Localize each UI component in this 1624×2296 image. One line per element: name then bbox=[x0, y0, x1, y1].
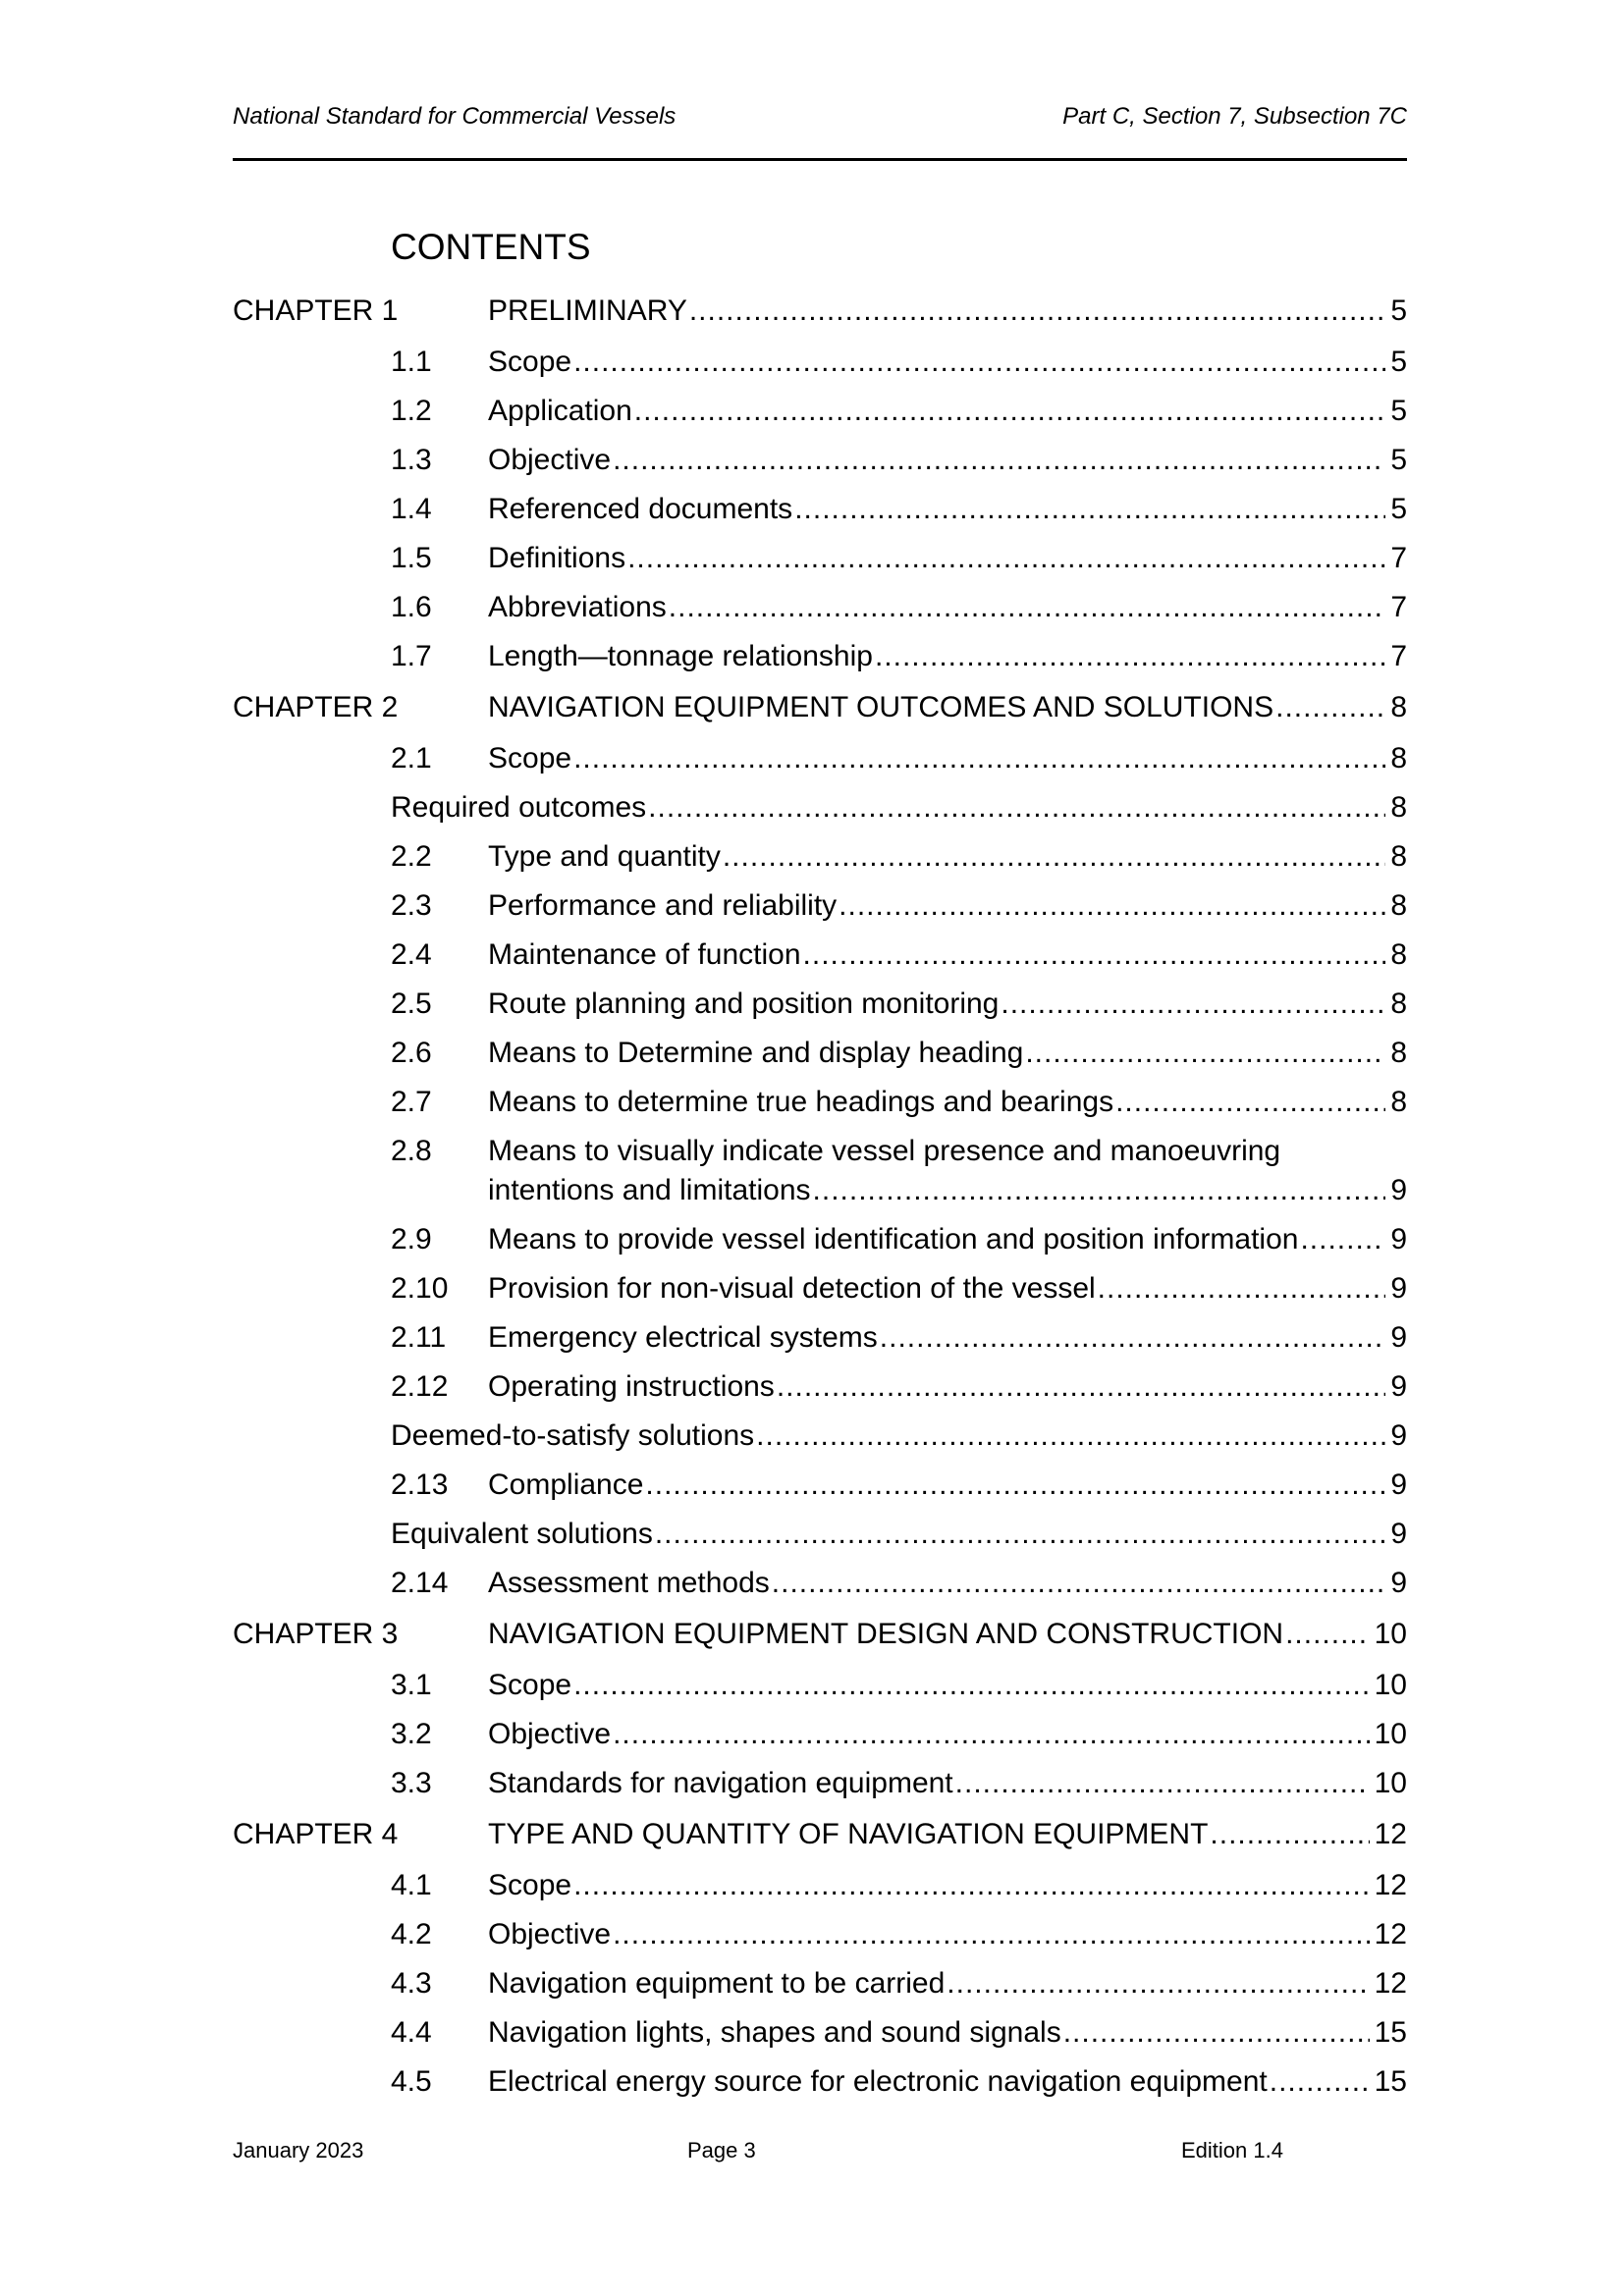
toc-entry-title: Means to provide vessel identification and position information bbox=[488, 1223, 1299, 1255]
toc-page-number: 5 bbox=[1390, 493, 1407, 525]
toc-section-entry[interactable] bbox=[233, 931, 1407, 980]
toc-dot-leader bbox=[803, 931, 1386, 980]
toc-page-number: 9 bbox=[1390, 1370, 1407, 1403]
toc-page-number: 7 bbox=[1390, 542, 1407, 574]
toc-section-entry[interactable] bbox=[233, 1264, 1407, 1313]
toc-section-number: 2.14 bbox=[391, 1567, 449, 1599]
toc-section-number: 4.3 bbox=[391, 1967, 432, 2000]
toc-section-number: 1.5 bbox=[391, 542, 432, 574]
toc-entry-title: Objective bbox=[488, 1718, 612, 1750]
toc-section-number: 2.11 bbox=[391, 1321, 447, 1354]
toc-entry-title: Operating instructions bbox=[488, 1370, 775, 1403]
toc-section-number: 4.5 bbox=[391, 2065, 432, 2098]
toc-section-number: 2.10 bbox=[391, 1272, 449, 1305]
toc-dot-leader bbox=[627, 534, 1385, 583]
toc-page-number: 10 bbox=[1374, 1767, 1407, 1799]
toc-chapter-label: CHAPTER 2 bbox=[233, 691, 399, 723]
toc-entry-title: Emergency electrical systems bbox=[488, 1321, 878, 1354]
toc-entry-title: Standards for navigation equipment bbox=[488, 1767, 953, 1799]
toc-dot-leader bbox=[875, 632, 1385, 681]
toc-page-number: 8 bbox=[1390, 791, 1407, 824]
toc-page-number: 8 bbox=[1390, 988, 1407, 1020]
toc-page-number: 5 bbox=[1390, 444, 1407, 476]
toc-dot-leader bbox=[613, 1710, 1370, 1759]
toc-page-number: 10 bbox=[1374, 1618, 1407, 1650]
toc-entry-title: Provision for non-visual detection of the vessel bbox=[488, 1272, 1096, 1305]
toc-dot-leader bbox=[655, 1510, 1385, 1559]
toc-section-entry[interactable] bbox=[233, 2057, 1407, 2107]
toc-dot-leader bbox=[794, 485, 1385, 534]
toc-section-entry[interactable] bbox=[233, 387, 1407, 436]
toc-page-number: 9 bbox=[1390, 1419, 1407, 1452]
toc-page-number: 10 bbox=[1374, 1718, 1407, 1750]
footer-edition: Edition 1.4 bbox=[1181, 2138, 1283, 2163]
toc-entry-title: Length—tonnage relationship bbox=[488, 640, 873, 672]
toc-section-entry[interactable] bbox=[233, 881, 1407, 931]
toc-section-entry[interactable] bbox=[233, 583, 1407, 632]
toc-page-number: 9 bbox=[1390, 1518, 1407, 1550]
toc-entry-title: Deemed-to-satisfy solutions bbox=[391, 1419, 755, 1452]
toc-dot-leader bbox=[613, 436, 1385, 485]
toc-dot-leader bbox=[723, 832, 1385, 881]
toc-entry-title: Compliance bbox=[488, 1468, 644, 1501]
toc-dot-leader bbox=[645, 1461, 1385, 1510]
toc-section-entry[interactable] bbox=[233, 436, 1407, 485]
toc-section-number: 2.3 bbox=[391, 889, 432, 922]
toc-entry-title: Objective bbox=[488, 1918, 612, 1950]
toc-dot-leader bbox=[648, 783, 1385, 832]
toc-section-number: 2.6 bbox=[391, 1037, 432, 1069]
toc-dot-leader bbox=[573, 734, 1385, 783]
footer-page-number: Page 3 bbox=[687, 2138, 756, 2163]
toc-entry-title: Equivalent solutions bbox=[391, 1518, 653, 1550]
toc-section-number: 2.12 bbox=[391, 1370, 449, 1403]
toc-dot-leader bbox=[839, 881, 1385, 931]
toc-entry-title: Navigation lights, shapes and sound signals bbox=[488, 2016, 1061, 2049]
toc-entry-title: Electrical energy source for electronic navigation equipment bbox=[488, 2065, 1268, 2098]
toc-section-entry[interactable] bbox=[233, 1127, 1407, 1215]
toc-section-number: 1.6 bbox=[391, 591, 432, 623]
toc-section-number: 3.3 bbox=[391, 1767, 432, 1799]
toc-section-entry[interactable] bbox=[233, 980, 1407, 1029]
toc-section-entry[interactable] bbox=[233, 1861, 1407, 1910]
toc-dot-leader bbox=[777, 1362, 1386, 1412]
toc-page-number: 15 bbox=[1374, 2016, 1407, 2049]
toc-dot-leader bbox=[573, 338, 1385, 387]
toc-section-number: 2.1 bbox=[391, 742, 432, 774]
toc-dot-leader bbox=[772, 1559, 1386, 1608]
toc-page-number: 7 bbox=[1390, 591, 1407, 623]
contents-heading: CONTENTS bbox=[391, 227, 591, 267]
toc-dot-leader bbox=[573, 1661, 1370, 1710]
toc-entry-title-line1: Means to visually indicate vessel presence and manoeuvring bbox=[488, 1135, 1281, 1167]
toc-page-number: 7 bbox=[1390, 640, 1407, 672]
toc-section-number: 2.2 bbox=[391, 840, 432, 873]
toc-page-number: 5 bbox=[1390, 294, 1407, 327]
toc-dot-leader bbox=[1001, 980, 1385, 1029]
toc-page-number: 5 bbox=[1390, 346, 1407, 378]
toc-dot-leader bbox=[955, 1759, 1370, 1808]
toc-page-number: 5 bbox=[1390, 395, 1407, 427]
toc-dot-leader bbox=[669, 583, 1386, 632]
page-header bbox=[233, 98, 1407, 161]
toc-page-number: 8 bbox=[1390, 840, 1407, 873]
toc-entry-title: TYPE AND QUANTITY OF NAVIGATION EQUIPMENT bbox=[488, 1818, 1209, 1850]
toc-section-number: 2.9 bbox=[391, 1223, 432, 1255]
toc-section-entry[interactable] bbox=[233, 1461, 1407, 1510]
toc-group-heading-entry[interactable] bbox=[233, 1412, 1407, 1461]
toc-dot-leader bbox=[1275, 683, 1385, 732]
toc-dot-leader bbox=[1098, 1264, 1386, 1313]
toc-section-entry[interactable] bbox=[233, 1710, 1407, 1759]
toc-entry-title: Means to Determine and display heading bbox=[488, 1037, 1024, 1069]
toc-chapter-label: CHAPTER 3 bbox=[233, 1618, 399, 1650]
toc-entry-title: PRELIMINARY bbox=[488, 294, 687, 327]
toc-page-number: 9 bbox=[1390, 1174, 1407, 1206]
toc-section-number: 2.4 bbox=[391, 938, 432, 971]
toc-dot-leader bbox=[1300, 1215, 1385, 1264]
toc-chapter-entry[interactable] bbox=[233, 1810, 1407, 1859]
toc-section-entry[interactable] bbox=[233, 1215, 1407, 1264]
toc-entry-title: Navigation equipment to be carried bbox=[488, 1967, 946, 2000]
toc-section-entry[interactable] bbox=[233, 338, 1407, 387]
toc-group-heading-entry[interactable] bbox=[233, 783, 1407, 832]
toc-section-number: 4.4 bbox=[391, 2016, 432, 2049]
toc-section-number: 4.2 bbox=[391, 1918, 432, 1950]
toc-section-entry[interactable] bbox=[233, 1559, 1407, 1608]
toc-section-entry[interactable] bbox=[233, 485, 1407, 534]
toc-dot-leader bbox=[1025, 1029, 1385, 1078]
toc-chapter-entry[interactable] bbox=[233, 1610, 1407, 1659]
toc-dot-leader bbox=[880, 1313, 1386, 1362]
toc-dot-leader bbox=[813, 1166, 1386, 1215]
toc-section-entry[interactable] bbox=[233, 1029, 1407, 1078]
toc-dot-leader bbox=[1063, 2008, 1370, 2057]
toc-entry-title: Abbreviations bbox=[488, 591, 667, 623]
toc-dot-leader bbox=[1270, 2057, 1370, 2107]
toc-entry-title: Referenced documents bbox=[488, 493, 793, 525]
toc-section-entry[interactable] bbox=[233, 1362, 1407, 1412]
toc-section-number: 2.5 bbox=[391, 988, 432, 1020]
toc-entry-title: Definitions bbox=[488, 542, 626, 574]
toc-section-entry[interactable] bbox=[233, 534, 1407, 583]
toc-section-number: 1.1 bbox=[391, 346, 432, 378]
toc-entry-title: Required outcomes bbox=[391, 791, 647, 824]
header-document-title: National Standard for Commercial Vessels bbox=[233, 103, 677, 130]
footer-date: January 2023 bbox=[233, 2138, 364, 2163]
toc-entry-title: Maintenance of function bbox=[488, 938, 801, 971]
toc-chapter-label: CHAPTER 1 bbox=[233, 294, 399, 327]
toc-page-number: 10 bbox=[1374, 1669, 1407, 1701]
toc-page-number: 12 bbox=[1374, 1918, 1407, 1950]
toc-page-number: 8 bbox=[1390, 691, 1407, 723]
toc-chapter-entry[interactable] bbox=[233, 287, 1407, 336]
toc-page-number: 12 bbox=[1374, 1967, 1407, 2000]
toc-page-number: 8 bbox=[1390, 1086, 1407, 1118]
header-section-reference: Part C, Section 7, Subsection 7C bbox=[1062, 103, 1407, 130]
toc-section-number: 2.13 bbox=[391, 1468, 449, 1501]
toc-chapter-label: CHAPTER 4 bbox=[233, 1818, 399, 1850]
toc-section-entry[interactable] bbox=[233, 734, 1407, 783]
toc-page-number: 15 bbox=[1374, 2065, 1407, 2098]
toc-page-number: 9 bbox=[1390, 1223, 1407, 1255]
toc-dot-leader bbox=[689, 287, 1385, 336]
toc-entry-title: Route planning and position monitoring bbox=[488, 988, 1000, 1020]
toc-entry-title: Performance and reliability bbox=[488, 889, 838, 922]
toc-section-entry[interactable] bbox=[233, 2008, 1407, 2057]
toc-entry-title: Means to determine true headings and bearings bbox=[488, 1086, 1114, 1118]
toc-dot-leader bbox=[1210, 1810, 1369, 1859]
toc-dot-leader bbox=[1115, 1078, 1385, 1127]
toc-section-number: 2.7 bbox=[391, 1086, 432, 1118]
toc-page-number: 8 bbox=[1390, 889, 1407, 922]
toc-entry-title: Scope bbox=[488, 742, 572, 774]
toc-entry-title: NAVIGATION EQUIPMENT OUTCOMES AND SOLUTIONS bbox=[488, 691, 1274, 723]
toc-entry-title: Application bbox=[488, 395, 632, 427]
toc-group-heading-entry[interactable] bbox=[233, 1510, 1407, 1559]
toc-section-entry[interactable] bbox=[233, 1959, 1407, 2008]
toc-page-number: 9 bbox=[1390, 1321, 1407, 1354]
toc-dot-leader bbox=[634, 387, 1386, 436]
toc-section-entry[interactable] bbox=[233, 1313, 1407, 1362]
toc-section-number: 1.7 bbox=[391, 640, 432, 672]
toc-page-number: 8 bbox=[1390, 1037, 1407, 1069]
toc-entry-title: Scope bbox=[488, 1869, 572, 1901]
toc-page-number: 9 bbox=[1390, 1272, 1407, 1305]
toc-page-number: 8 bbox=[1390, 742, 1407, 774]
toc-section-number: 3.2 bbox=[391, 1718, 432, 1750]
toc-entry-title: Type and quantity bbox=[488, 840, 721, 873]
toc-dot-leader bbox=[613, 1910, 1370, 1959]
toc-page-number: 9 bbox=[1390, 1468, 1407, 1501]
toc-page-number: 9 bbox=[1390, 1567, 1407, 1599]
toc-section-entry[interactable] bbox=[233, 632, 1407, 681]
toc-entry-title: Scope bbox=[488, 346, 572, 378]
toc-dot-leader bbox=[1285, 1610, 1370, 1659]
toc-section-number: 3.1 bbox=[391, 1669, 432, 1701]
toc-page-number: 8 bbox=[1390, 938, 1407, 971]
toc-entry-title: Assessment methods bbox=[488, 1567, 770, 1599]
toc-dot-leader bbox=[756, 1412, 1385, 1461]
toc-section-entry[interactable] bbox=[233, 1078, 1407, 1127]
toc-section-number: 1.3 bbox=[391, 444, 432, 476]
toc-page-number: 12 bbox=[1374, 1869, 1407, 1901]
toc-entry-title: Scope bbox=[488, 1669, 572, 1701]
table-of-contents bbox=[233, 285, 1407, 2107]
toc-section-entry[interactable] bbox=[233, 1759, 1407, 1808]
toc-dot-leader bbox=[947, 1959, 1369, 2008]
toc-section-entry[interactable] bbox=[233, 832, 1407, 881]
toc-entry-title: intentions and limitations bbox=[488, 1174, 811, 1206]
toc-section-entry[interactable] bbox=[233, 1910, 1407, 1959]
toc-section-number: 4.1 bbox=[391, 1869, 432, 1901]
toc-page-number: 12 bbox=[1374, 1818, 1407, 1850]
toc-section-number: 1.4 bbox=[391, 493, 432, 525]
toc-section-number: 1.2 bbox=[391, 395, 432, 427]
toc-entry-title: NAVIGATION EQUIPMENT DESIGN AND CONSTRUCTION bbox=[488, 1618, 1284, 1650]
toc-section-entry[interactable] bbox=[233, 1661, 1407, 1710]
toc-chapter-entry[interactable] bbox=[233, 683, 1407, 732]
toc-dot-leader bbox=[573, 1861, 1370, 1910]
toc-entry-title: Objective bbox=[488, 444, 612, 476]
toc-section-number: 2.8 bbox=[391, 1135, 432, 1167]
